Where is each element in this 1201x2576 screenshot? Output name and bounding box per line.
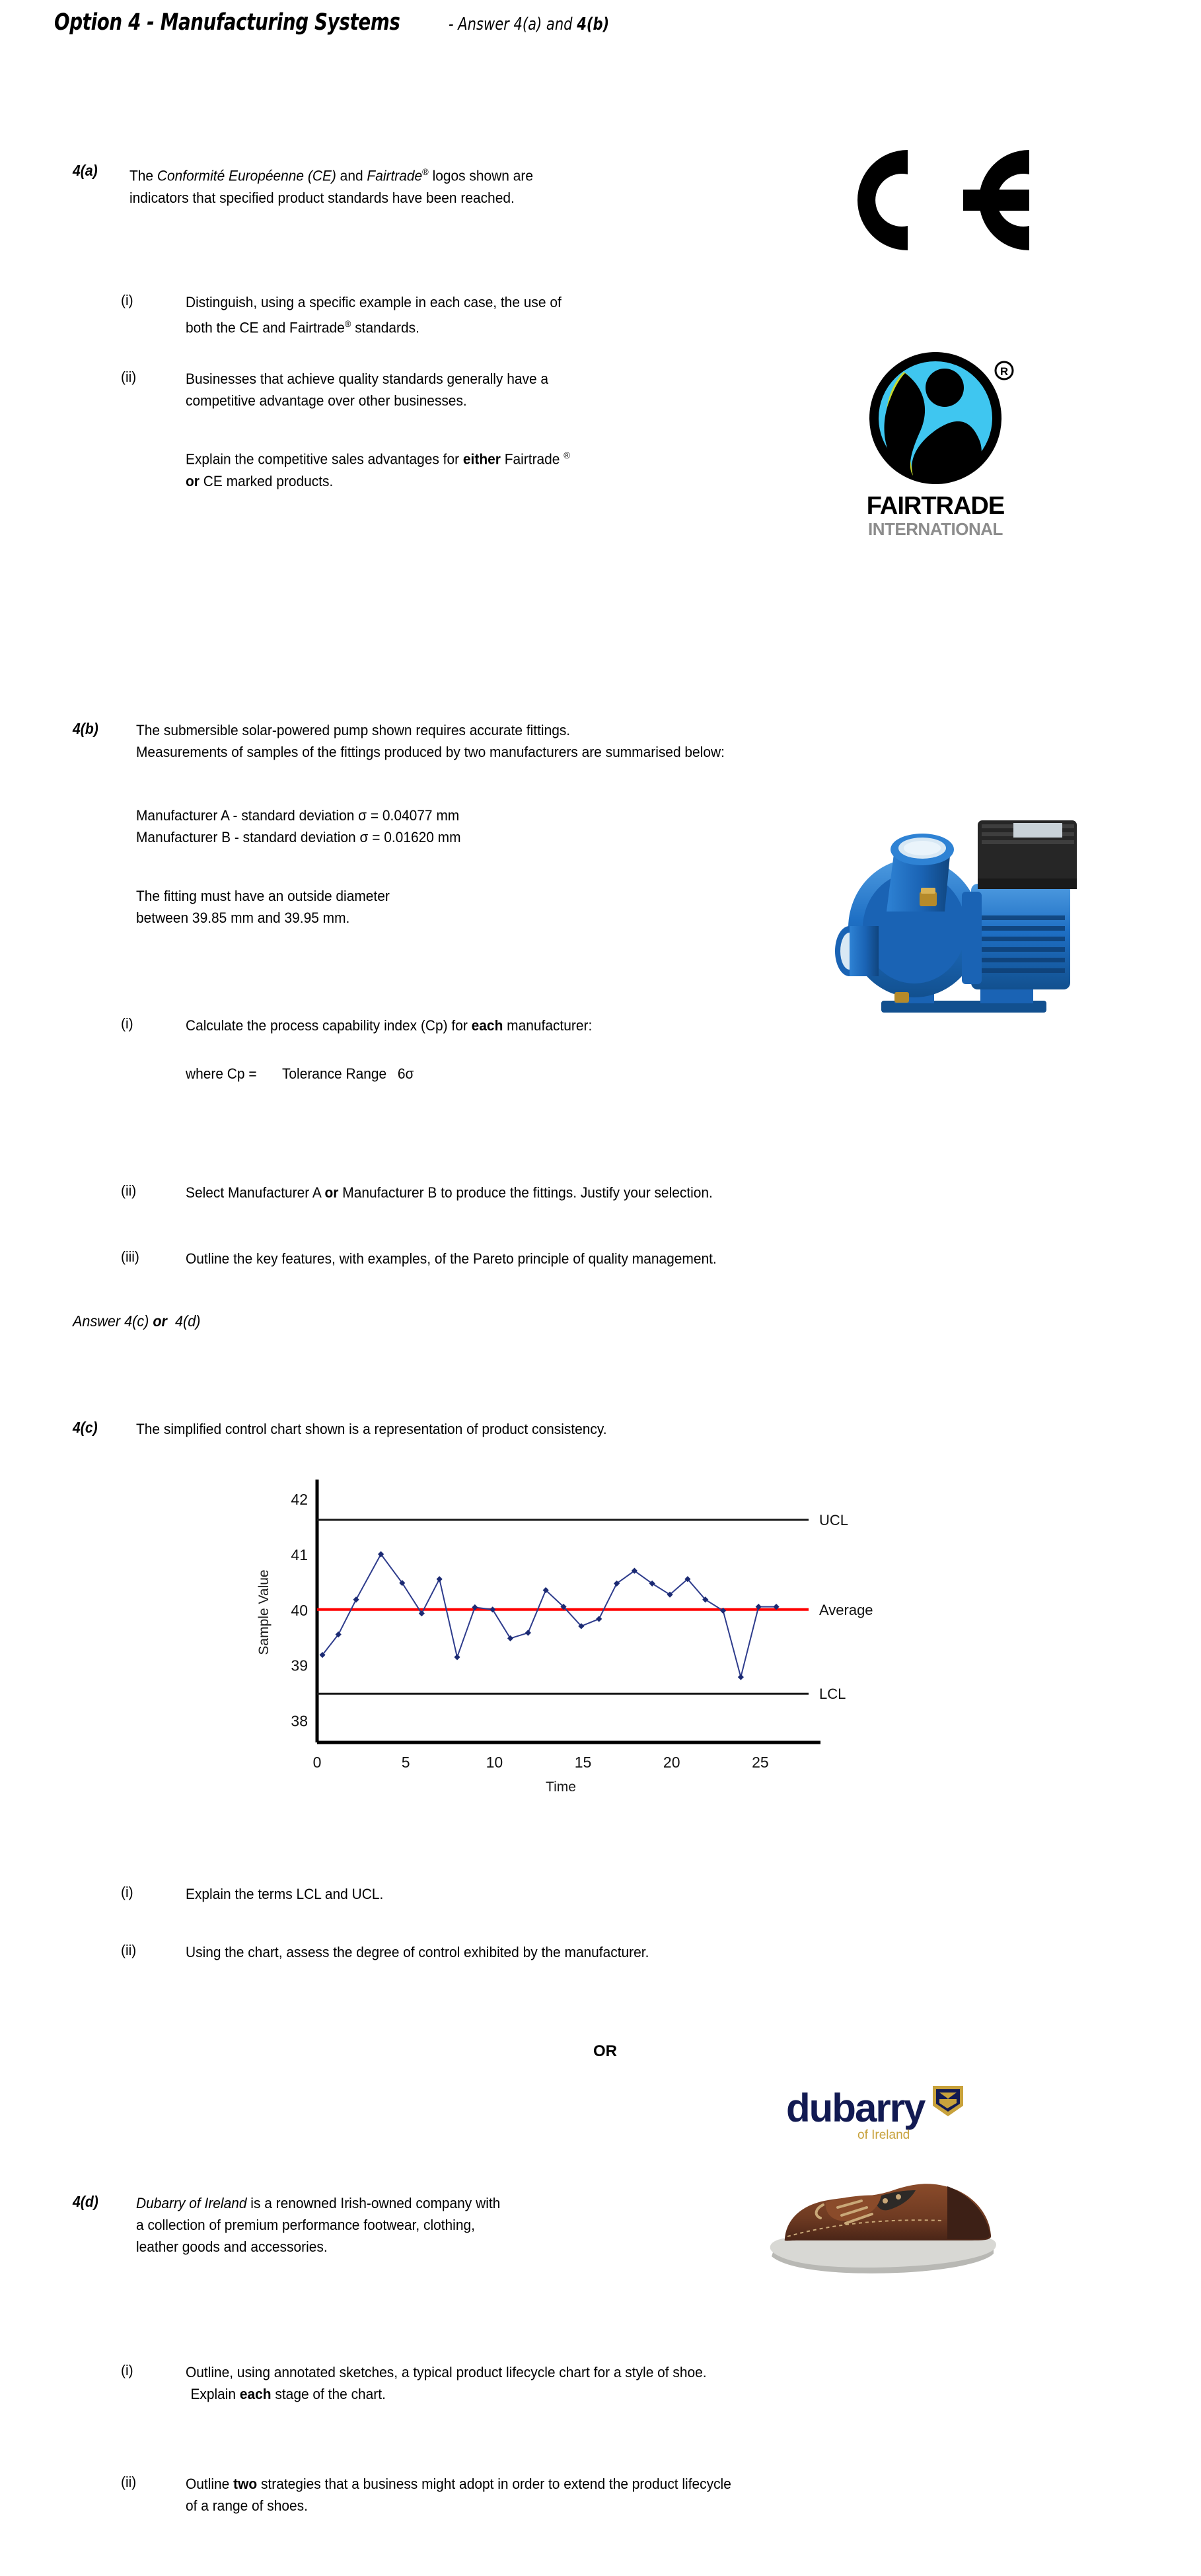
q4b-spec-manufacturer-b: Manufacturer B - standard deviation σ = 0.01620 mm bbox=[136, 829, 461, 845]
question-4c-stem: The simplified control chart shown is a representation of product consistency. bbox=[136, 1421, 607, 1437]
q4d-stem-line1-post: is a renowned Irish-owned company with bbox=[246, 2195, 501, 2211]
fairtrade-logo-icon bbox=[861, 347, 1027, 538]
q4d-item-ii-text bbox=[186, 2473, 1033, 2517]
q4a-stem-italic-fairtrade: Fairtrade bbox=[367, 167, 423, 184]
q4a-i-line2-post: standards. bbox=[351, 319, 419, 336]
answer-option-c: 4(c) bbox=[124, 1312, 149, 1330]
svg-text:of Ireland: of Ireland bbox=[857, 2128, 910, 2142]
answer-option-d: 4(d) bbox=[174, 1312, 201, 1330]
q4b-spec-line4: between 39.85 mm and 39.95 mm. bbox=[136, 910, 350, 926]
data-point bbox=[507, 1635, 513, 1641]
q4a-stem-line2: indicators that specified product standards have been reached. bbox=[129, 189, 515, 206]
q4d-stem-line3: leather goods and accessories. bbox=[136, 2238, 328, 2255]
reference-line-label: LCL bbox=[819, 1686, 846, 1703]
q4b-spec-manufacturers bbox=[136, 805, 640, 848]
q4b-spec-line3: The fitting must have an outside diameter bbox=[136, 888, 390, 904]
data-point bbox=[596, 1616, 602, 1622]
svg-text:FAIRTRADE: FAIRTRADE bbox=[866, 492, 1005, 520]
cp-formula-denominator: 6σ bbox=[398, 1065, 414, 1082]
q4a-ii-or: or bbox=[186, 472, 200, 489]
q4d-stem-company: Dubarry of Ireland bbox=[136, 2195, 247, 2211]
question-4a-stem bbox=[129, 161, 682, 209]
q4a-i-line2-pre: both the CE and Fairtrade bbox=[186, 319, 345, 336]
q4a-ii-line3-pre: Explain the competitive sales advantages for bbox=[186, 450, 463, 468]
q4b-ii-or: or bbox=[324, 1184, 339, 1201]
q4d-stem-line2: a collection of premium performance footwear, clothing, bbox=[136, 2217, 475, 2233]
q4b-item-i-text bbox=[186, 1015, 787, 1036]
q4d-i-line2-post: stage of the chart. bbox=[271, 2386, 386, 2402]
question-4d-stem bbox=[136, 2192, 689, 2258]
or-divider: OR bbox=[593, 2042, 617, 2060]
q4b-item-i-number: (i) bbox=[121, 1015, 133, 1032]
q4c-item-i-text: Explain the terms LCL and UCL. bbox=[186, 1886, 384, 1902]
svg-text:dubarry: dubarry bbox=[786, 2086, 925, 2130]
x-axis-title: Time bbox=[546, 1779, 576, 1795]
data-point bbox=[454, 1654, 460, 1660]
question-4b-stem bbox=[136, 719, 861, 763]
q4b-i-each: each bbox=[471, 1017, 503, 1034]
q4b-i-post: manufacturer: bbox=[503, 1017, 593, 1034]
q4a-stem-pre: The bbox=[129, 167, 157, 184]
q4a-i-line1: Distinguish, using a specific example in each case, the use of bbox=[186, 294, 562, 310]
control-chart bbox=[218, 1453, 918, 1803]
page-title-sub bbox=[449, 15, 609, 34]
q4b-ii-pre: Select Manufacturer A bbox=[186, 1184, 325, 1201]
q4d-item-ii-number: (ii) bbox=[121, 2474, 137, 2490]
data-point bbox=[738, 1674, 744, 1680]
data-point bbox=[490, 1606, 495, 1612]
q4a-ii-line2: competitive advantage over other businesses. bbox=[186, 392, 467, 409]
question-4b-label: 4(b) bbox=[73, 720, 98, 737]
q4b-stem-line1: The submersible solar-powered pump shown requires accurate fittings. bbox=[136, 722, 571, 738]
q4b-ii-post: Manufacturer B to produce the fittings. Justify your selection. bbox=[338, 1184, 713, 1201]
q4d-i-each: each bbox=[239, 2386, 272, 2402]
svg-text:R: R bbox=[1000, 365, 1009, 378]
question-4a-label: 4(a) bbox=[73, 162, 98, 179]
q4a-item-ii-text2 bbox=[186, 445, 726, 492]
page-title bbox=[54, 9, 627, 36]
q4b-item-ii-number: (ii) bbox=[121, 1182, 137, 1199]
series-line bbox=[322, 1554, 776, 1677]
y-tick-label: 40 bbox=[291, 1601, 308, 1619]
x-tick-label: 0 bbox=[312, 1754, 322, 1771]
q4d-i-line2-pre: Explain bbox=[190, 2386, 240, 2402]
page-title-sub-b: 4(b) bbox=[577, 15, 610, 34]
data-point bbox=[525, 1629, 531, 1635]
q4b-stem-line2: Measurements of samples of the fittings produced by two manufacturers are summarised below: bbox=[136, 744, 725, 760]
page-title-sub-and: and bbox=[542, 15, 577, 34]
q4a-ii-line4-post: CE marked products. bbox=[199, 472, 334, 489]
q4a-item-ii-text bbox=[186, 368, 726, 411]
q4a-ii-line3-mid: Fairtrade bbox=[500, 450, 564, 468]
q4d-ii-two: two bbox=[233, 2476, 258, 2492]
q4a-item-i-text bbox=[186, 291, 714, 339]
y-tick-label: 41 bbox=[291, 1546, 308, 1563]
q4b-spec-manufacturer-a: Manufacturer A - standard deviation σ = 0.04077 mm bbox=[136, 807, 460, 824]
q4d-item-i-text bbox=[186, 2361, 997, 2405]
y-tick-label: 38 bbox=[291, 1712, 308, 1730]
dubarry-logo bbox=[786, 2081, 984, 2143]
q4a-ii-either: either bbox=[462, 450, 501, 468]
shoe-image bbox=[745, 2152, 1023, 2284]
q4a-stem-mid: and bbox=[336, 167, 367, 184]
q4d-ii-post: strategies that a business might adopt in order to extend the product lifecycle bbox=[257, 2476, 731, 2492]
cp-formula-numerator: Tolerance Range bbox=[281, 1065, 386, 1082]
y-tick-label: 39 bbox=[291, 1657, 308, 1674]
q4d-ii-pre: Outline bbox=[186, 2476, 234, 2492]
cp-formula bbox=[186, 1063, 415, 1084]
q4d-i-line2-wrap bbox=[186, 2383, 386, 2405]
page-title-sub-a: 4(a) bbox=[513, 15, 542, 34]
q4d-ii-line2: of a range of shoes. bbox=[186, 2497, 308, 2514]
registered-mark-icon: ® bbox=[344, 318, 351, 329]
registered-mark-icon: ® bbox=[564, 450, 570, 460]
q4c-item-ii-number: (ii) bbox=[121, 1942, 137, 1958]
q4a-stem-italic-ce: Conformité Européenne (CE) bbox=[157, 167, 336, 184]
x-tick-label: 25 bbox=[752, 1754, 769, 1771]
q4a-stem-post: logos shown are bbox=[428, 167, 533, 184]
cp-formula-lhs: where Cp = bbox=[186, 1065, 257, 1082]
question-4d-label: 4(d) bbox=[73, 2193, 98, 2210]
x-tick-label: 10 bbox=[486, 1754, 503, 1771]
y-tick-label: 42 bbox=[291, 1491, 308, 1509]
question-4c-label: 4(c) bbox=[73, 1419, 98, 1436]
q4c-item-ii-text: Using the chart, assess the degree of control exhibited by the manufacturer. bbox=[186, 1944, 649, 1960]
q4c-item-i-number: (i) bbox=[121, 1884, 133, 1900]
q4a-item-i-number: (i) bbox=[121, 292, 133, 308]
q4a-item-ii-number: (ii) bbox=[121, 369, 137, 385]
answer-c-or-d bbox=[73, 1312, 200, 1330]
x-tick-label: 15 bbox=[574, 1754, 592, 1771]
reference-line-label: UCL bbox=[819, 1512, 849, 1529]
svg-text:INTERNATIONAL: INTERNATIONAL bbox=[868, 519, 1003, 538]
y-axis-title: Sample Value bbox=[256, 1569, 272, 1655]
q4b-item-iii-number: (iii) bbox=[121, 1248, 139, 1265]
q4b-item-ii-text bbox=[186, 1182, 954, 1203]
q4a-ii-line1: Businesses that achieve quality standards generally have a bbox=[186, 371, 549, 387]
data-point bbox=[353, 1596, 359, 1602]
q4b-item-iii-text: Outline the key features, with examples, of the Pareto principle of quality management. bbox=[186, 1250, 717, 1267]
q4d-i-line1: Outline, using annotated sketches, a typical product lifecycle chart for a style of shoe. bbox=[186, 2364, 707, 2380]
answer-or: or bbox=[153, 1312, 167, 1330]
q4b-i-pre: Calculate the process capability index (Cp) for bbox=[186, 1017, 472, 1034]
answer-pre: Answer bbox=[73, 1312, 125, 1330]
page-title-sub-prefix: - Answer bbox=[448, 15, 514, 34]
page-title-main: Option 4 - Manufacturing Systems bbox=[54, 9, 400, 36]
q4d-item-i-number: (i) bbox=[121, 2362, 133, 2379]
x-tick-label: 20 bbox=[663, 1754, 680, 1771]
reference-line-label: Average bbox=[819, 1601, 873, 1618]
data-point bbox=[437, 1576, 443, 1582]
x-tick-label: 5 bbox=[401, 1754, 410, 1771]
pump-image bbox=[815, 786, 1086, 1030]
ce-logo-icon bbox=[823, 144, 1041, 256]
registered-mark-icon: ® bbox=[422, 166, 429, 177]
cp-formula-fraction bbox=[274, 1063, 415, 1084]
q4b-spec-diameter bbox=[136, 885, 640, 929]
